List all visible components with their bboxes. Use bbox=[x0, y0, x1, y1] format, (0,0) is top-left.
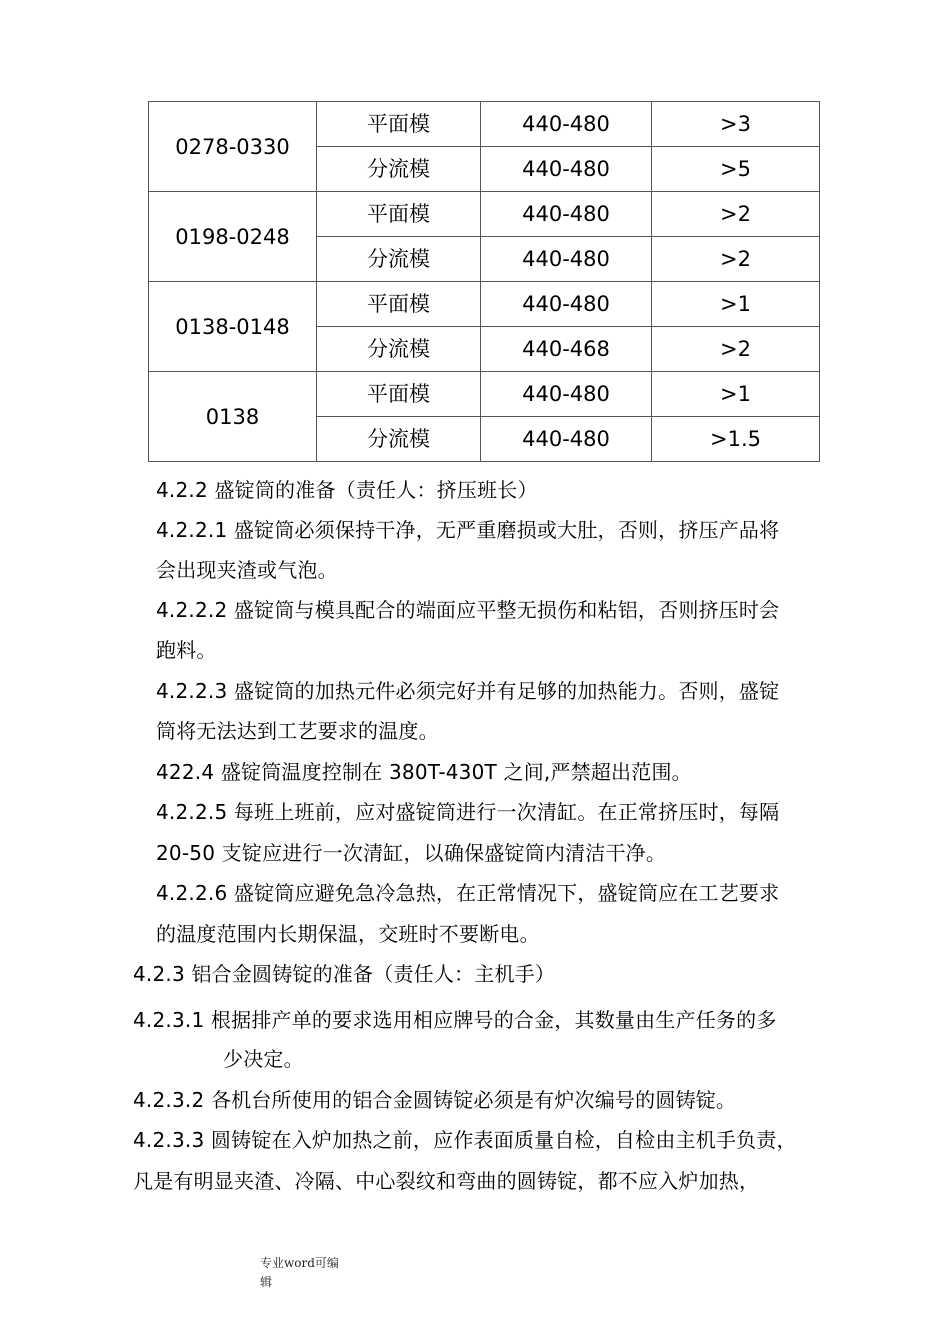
table-cell-die: 平面模 bbox=[317, 192, 481, 237]
paragraph-line: 筒将无法达到工艺要求的温度。 bbox=[156, 719, 439, 743]
table-cell-value: >1 bbox=[652, 372, 820, 417]
table-cell-code: 0278-0330 bbox=[149, 102, 317, 192]
paragraph-line: 4.2.2.1 盛锭筒必须保持干净，无严重磨损或大肚，否则，挤压产品将 bbox=[156, 518, 780, 542]
table-cell-value: >1.5 bbox=[652, 417, 820, 462]
table-cell-temp: 440-480 bbox=[481, 282, 652, 327]
paragraph-line: 少决定。 bbox=[223, 1047, 304, 1071]
table-cell-code: 0138 bbox=[149, 372, 317, 462]
table-cell-temp: 440-480 bbox=[481, 102, 652, 147]
footer-line-1: 专业word可编 bbox=[260, 1256, 339, 1270]
table-cell-temp: 440-480 bbox=[481, 192, 652, 237]
table-cell-die: 分流模 bbox=[317, 327, 481, 372]
table-cell-die: 分流模 bbox=[317, 147, 481, 192]
table-row bbox=[149, 192, 820, 237]
table-cell-value: >5 bbox=[652, 147, 820, 192]
table-cell-value: >2 bbox=[652, 327, 820, 372]
spec-table bbox=[148, 101, 820, 462]
footer-note bbox=[260, 1254, 339, 1292]
paragraph-line: 4.2.2.2 盛锭筒与模具配合的端面应平整无损伤和粘铝，否则挤压时会 bbox=[156, 598, 780, 622]
table-row bbox=[149, 102, 820, 147]
paragraph-line: 422.4 盛锭筒温度控制在 380T-430T 之间,严禁超出范围。 bbox=[156, 760, 692, 784]
table-row bbox=[149, 372, 820, 417]
table-cell-code: 0138-0148 bbox=[149, 282, 317, 372]
table-row bbox=[149, 282, 820, 327]
paragraph-line: 的温度范围内长期保温，交班时不要断电。 bbox=[156, 922, 540, 946]
paragraph-line: 会出现夹渣或气泡。 bbox=[156, 558, 338, 582]
section-heading-4-2-3: 4.2.3 铝合金圆铸锭的准备（责任人：主机手） bbox=[133, 962, 556, 986]
table-cell-temp: 440-468 bbox=[481, 327, 652, 372]
table-cell-value: >2 bbox=[652, 237, 820, 282]
table-cell-code: 0198-0248 bbox=[149, 192, 317, 282]
table-cell-die: 平面模 bbox=[317, 282, 481, 327]
table-cell-temp: 440-480 bbox=[481, 372, 652, 417]
paragraph-line: 4.2.3.3 圆铸锭在入炉加热之前，应作表面质量自检，自检由主机手负责， bbox=[133, 1128, 797, 1152]
table-cell-temp: 440-480 bbox=[481, 237, 652, 282]
table-cell-value: >1 bbox=[652, 282, 820, 327]
table-cell-die: 分流模 bbox=[317, 417, 481, 462]
paragraph-line: 4.2.2.6 盛锭筒应避免急冷急热，在正常情况下，盛锭筒应在工艺要求 bbox=[156, 881, 780, 905]
table-cell-value: >2 bbox=[652, 192, 820, 237]
paragraph-line: 20-50 支锭应进行一次清缸，以确保盛锭筒内清洁干净。 bbox=[156, 841, 667, 865]
paragraph-line: 4.2.2.3 盛锭筒的加热元件必须完好并有足够的加热能力。否则，盛锭 bbox=[156, 679, 780, 703]
section-heading-4-2-2: 4.2.2 盛锭筒的准备（责任人：挤压班长） bbox=[156, 478, 538, 502]
table-cell-temp: 440-480 bbox=[481, 147, 652, 192]
table-cell-die: 分流模 bbox=[317, 237, 481, 282]
table-cell-value: >3 bbox=[652, 102, 820, 147]
table-cell-die: 平面模 bbox=[317, 372, 481, 417]
table-cell-temp: 440-480 bbox=[481, 417, 652, 462]
paragraph-line: 凡是有明显夹渣、冷隔、中心裂纹和弯曲的圆铸锭，都不应入炉加热， bbox=[133, 1169, 760, 1193]
paragraph-line: 4.2.3.2 各机台所使用的铝合金圆铸锭必须是有炉次编号的圆铸锭。 bbox=[133, 1088, 737, 1112]
table-cell-die: 平面模 bbox=[317, 102, 481, 147]
paragraph-line: 4.2.3.1 根据排产单的要求选用相应牌号的合金，其数量由生产任务的多 bbox=[133, 1008, 777, 1032]
footer-line-2: 辑 bbox=[260, 1275, 273, 1289]
paragraph-line: 跑料。 bbox=[156, 638, 217, 662]
paragraph-line: 4.2.2.5 每班上班前，应对盛锭筒进行一次清缸。在正常挤压时，每隔 bbox=[156, 800, 780, 824]
